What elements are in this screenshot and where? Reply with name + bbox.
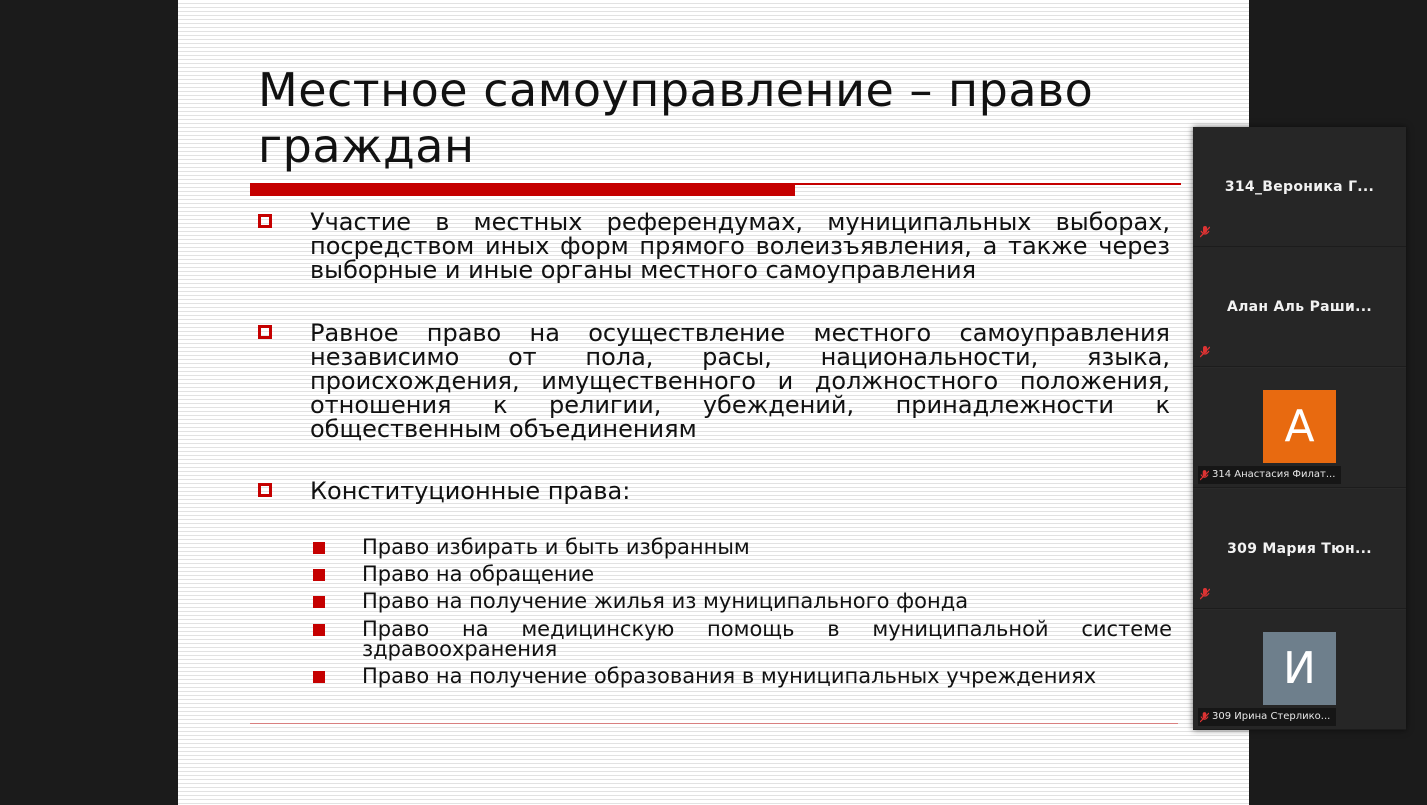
- sub-bullet-text: Право избирать и быть избранным: [362, 535, 750, 559]
- participant-name: Алан Аль Раши...: [1226, 299, 1373, 315]
- hollow-square-icon: [258, 325, 272, 339]
- avatar: И: [1263, 632, 1336, 705]
- participant-caption: [1198, 466, 1341, 484]
- bullet-text: Конституционные права:: [310, 477, 631, 505]
- filled-square-icon: [313, 542, 325, 554]
- participant-name: 314_Вероника Г...: [1224, 179, 1375, 195]
- hollow-square-icon: [258, 483, 272, 497]
- participant-tile[interactable]: [1193, 610, 1406, 730]
- sub-bullet-text: Право на медицинскую помощь в муниципальной системе здравоохранения: [362, 617, 1172, 661]
- filled-square-icon: [313, 624, 325, 636]
- mic-muted-icon: [1200, 346, 1210, 358]
- mic-muted-icon: [1200, 226, 1210, 238]
- slide-title: Местное самоуправление – право граждан: [258, 63, 1094, 173]
- avatar: А: [1263, 390, 1336, 463]
- participant-tile[interactable]: [1193, 368, 1406, 488]
- title-rule-thick: [250, 183, 795, 196]
- hollow-square-icon: [258, 214, 272, 228]
- presentation-slide: [178, 0, 1249, 805]
- participant-tile[interactable]: [1193, 247, 1406, 367]
- participant-name: 309 Мария Тюн...: [1227, 541, 1372, 557]
- participants-panel: [1193, 127, 1406, 730]
- title-rule-thin: [795, 183, 1181, 185]
- filled-square-icon: [313, 671, 325, 683]
- participant-tile[interactable]: [1193, 489, 1406, 609]
- participant-tile[interactable]: [1193, 127, 1406, 247]
- bullet-text: Участие в местных референдумах, муниципальных выборах, посредством иных форм прямого волеизъявления, а также через выборные и иные органы местного самоуправления: [310, 208, 1170, 284]
- sub-bullet-text: Право на получение образования в муниципальных учреждениях: [362, 664, 1097, 688]
- filled-square-icon: [313, 596, 325, 608]
- participant-name: 309 Ирина Стерлико...: [1212, 711, 1331, 722]
- bullet-text: Равное право на осуществление местного самоуправления независимо от пола, расы, национальности, языка, происхождения, имущественного и должностного положения, отношения к религии, убеждений, принадлежности к общественным объединениям: [310, 319, 1170, 443]
- footer-rule: [250, 723, 1178, 724]
- participant-caption: [1198, 708, 1336, 726]
- participant-name: 314 Анастасия Филат...: [1212, 469, 1336, 480]
- sub-bullet-text: Право на получение жилья из муниципального фонда: [362, 589, 969, 613]
- filled-square-icon: [313, 569, 325, 581]
- mic-muted-icon: [1200, 588, 1210, 600]
- mic-muted-icon: [1200, 712, 1209, 723]
- sub-bullet-text: Право на обращение: [362, 562, 595, 586]
- mic-muted-icon: [1200, 470, 1209, 481]
